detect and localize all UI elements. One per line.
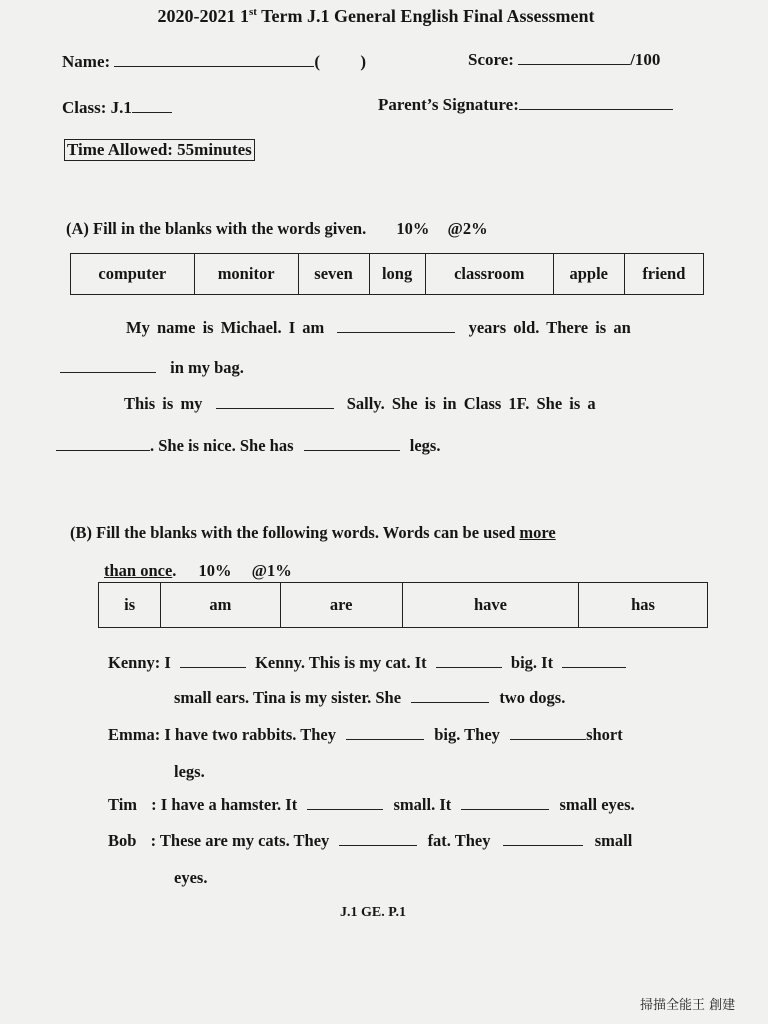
passage-text: : I have a hamster. It xyxy=(151,795,298,814)
answer-blank[interactable] xyxy=(411,701,489,703)
passage-text: legs. xyxy=(409,436,441,455)
speaker-tim: Tim xyxy=(108,795,138,814)
answer-blank[interactable] xyxy=(503,844,583,846)
dialogue-tim-line-1 xyxy=(108,795,635,815)
section-a-instruction xyxy=(66,219,488,239)
word-bank-cell: have xyxy=(402,583,578,628)
word-bank-cell: has xyxy=(579,583,708,628)
scanner-watermark: 掃描全能王 創建 xyxy=(640,998,736,1013)
passage-text: Sally. She is in Class 1F. She is a xyxy=(346,394,596,413)
passage-text: in my bag. xyxy=(170,358,244,377)
score-label: Score: xyxy=(468,50,514,69)
answer-blank[interactable] xyxy=(60,371,156,373)
passage-text: short xyxy=(586,725,623,744)
section-b-instruction-text: (B) Fill the blanks with the following words. Words can be used xyxy=(70,523,516,542)
answer-blank[interactable] xyxy=(180,666,246,668)
answer-blank[interactable] xyxy=(339,844,417,846)
dialogue-kenny-line-1 xyxy=(108,653,626,673)
word-bank-cell: monitor xyxy=(194,254,298,295)
dialogue-emma-line-2 xyxy=(174,762,205,782)
passage-text: small xyxy=(594,831,633,850)
word-bank-cell: classroom xyxy=(425,254,553,295)
answer-blank[interactable] xyxy=(436,666,502,668)
section-b-instruction xyxy=(70,523,556,543)
passage-text: . She is nice. She has xyxy=(150,436,294,455)
title-superscript: st xyxy=(249,6,257,18)
answer-blank[interactable] xyxy=(461,808,549,810)
score-row xyxy=(468,50,660,70)
title-text-rest: Term J.1 General English Final Assessment xyxy=(256,6,595,26)
passage-text: fat. They xyxy=(427,831,491,850)
passage-text: years old. There is an xyxy=(468,318,631,337)
speaker-kenny: Kenny: xyxy=(108,653,161,672)
word-bank-cell: computer xyxy=(71,254,195,295)
page-number: J.1 GE. P.1 xyxy=(340,905,406,920)
section-b-period: . xyxy=(172,561,177,580)
word-bank-cell: am xyxy=(161,583,280,628)
section-b-emphasis-than-once: than once xyxy=(104,561,173,580)
passage-text: big. It xyxy=(510,653,554,672)
answer-blank[interactable] xyxy=(337,331,455,333)
section-a-line-2 xyxy=(60,358,244,378)
word-bank-cell: friend xyxy=(624,254,703,295)
word-bank-cell: are xyxy=(280,583,402,628)
dialogue-kenny-line-2 xyxy=(174,688,565,708)
passage-text: : These are my cats. They xyxy=(150,831,330,850)
name-row xyxy=(62,52,366,72)
score-total: /100 xyxy=(630,50,661,69)
name-label: Name: xyxy=(62,52,111,71)
parent-signature-blank[interactable] xyxy=(519,108,673,110)
passage-text: small. It xyxy=(393,795,452,814)
passage-text: eyes. xyxy=(174,868,208,887)
passage-text: legs. xyxy=(174,762,205,781)
passage-text: I have two rabbits. They xyxy=(164,725,336,744)
passage-text: Kenny. This is my cat. It xyxy=(255,653,427,672)
section-b-instruction-line-2 xyxy=(104,561,292,581)
word-bank-cell: seven xyxy=(298,254,369,295)
section-b-emphasis-more: more xyxy=(519,523,556,542)
answer-blank[interactable] xyxy=(346,738,424,740)
answer-blank[interactable] xyxy=(307,808,383,810)
dialogue-bob-line-1 xyxy=(108,831,632,851)
name-blank[interactable] xyxy=(114,65,314,67)
section-b-percent: 10% xyxy=(198,561,232,580)
passage-text: This is my xyxy=(124,394,203,413)
parent-signature-row xyxy=(378,95,673,115)
passage-text: big. They xyxy=(434,725,500,744)
speaker-bob: Bob xyxy=(108,831,137,850)
section-a-each: @2% xyxy=(447,219,488,238)
section-a-line-1 xyxy=(126,318,631,338)
dialogue-emma-line-1 xyxy=(108,725,623,745)
class-label: Class: J.1 xyxy=(62,98,132,117)
answer-blank[interactable] xyxy=(562,666,626,668)
time-allowed-text: Time Allowed: 55minutes xyxy=(67,140,252,159)
section-a-instruction-text: (A) Fill in the blanks with the words given. xyxy=(66,219,367,238)
word-bank-cell: apple xyxy=(553,254,624,295)
page-title xyxy=(0,6,752,27)
section-b-each: @1% xyxy=(251,561,292,580)
time-allowed-box xyxy=(64,139,255,161)
answer-blank[interactable] xyxy=(304,449,400,451)
word-bank-cell: long xyxy=(369,254,425,295)
answer-blank[interactable] xyxy=(56,449,150,451)
answer-blank[interactable] xyxy=(510,738,586,740)
speaker-emma: Emma: xyxy=(108,725,161,744)
passage-text: two dogs. xyxy=(499,688,566,707)
section-a-line-4 xyxy=(56,436,440,456)
title-text: 2020-2021 1 xyxy=(157,6,249,26)
parent-signature-label: Parent’s Signature: xyxy=(378,95,519,114)
class-blank[interactable] xyxy=(132,111,172,113)
section-a-word-bank xyxy=(70,253,704,295)
paren-open: ( xyxy=(314,52,321,71)
passage-text: small eyes. xyxy=(559,795,635,814)
paren-close: ) xyxy=(360,52,366,71)
dialogue-bob-line-2 xyxy=(174,868,207,888)
passage-text: I xyxy=(164,653,171,672)
class-row xyxy=(62,98,172,118)
answer-blank[interactable] xyxy=(216,407,334,409)
passage-text: My name is Michael. I am xyxy=(126,318,325,337)
section-b-word-bank xyxy=(98,582,708,628)
passage-text: small ears. Tina is my sister. She xyxy=(174,688,402,707)
score-blank[interactable] xyxy=(518,63,630,65)
section-a-line-3 xyxy=(124,394,596,414)
word-bank-cell: is xyxy=(99,583,161,628)
section-a-percent: 10% xyxy=(396,219,430,238)
